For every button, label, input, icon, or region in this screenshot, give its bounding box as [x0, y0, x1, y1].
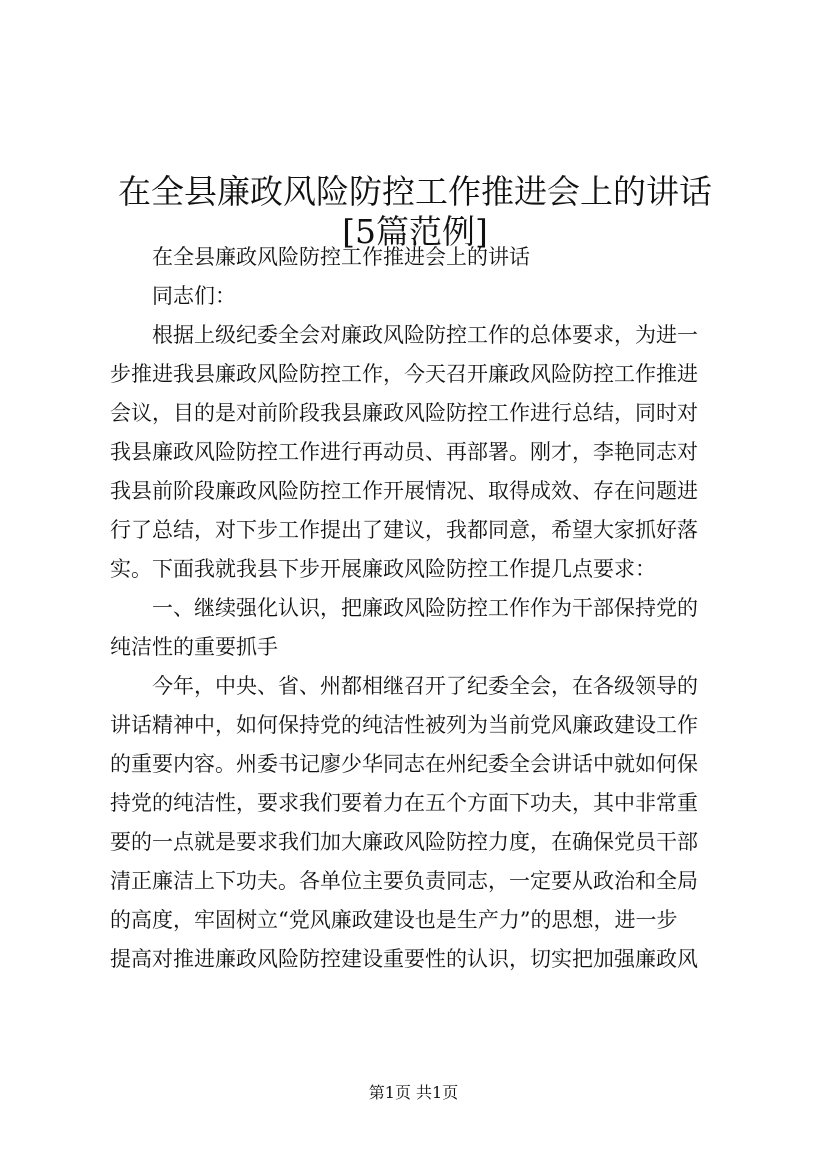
text-line: 我县前阶段廉政风险防控工作开展情况、取得成效、存在问题进 [110, 479, 698, 503]
text-line: 行了总结，对下步工作提出了建议，我都同意，希望大家抓好落 [110, 518, 698, 542]
text-line: 提高对推进廉政风险防控建设重要性的认识，切实把加强廉政风 [110, 947, 698, 971]
text-line: 讲话精神中，如何保持党的纯洁性被列为当前党风廉政建设工作 [110, 713, 698, 737]
text-line: 同志们： [110, 284, 236, 308]
text-line: 根据上级纪委全会对廉政风险防控工作的总体要求，为进一 [110, 323, 698, 347]
text-line: 我县廉政风险防控工作进行再动员、再部署。刚才，李艳同志对 [110, 440, 698, 464]
text-line: 一、继续强化认识，把廉政风险防控工作作为干部保持党的 [110, 596, 698, 620]
text-line: 的高度，牢固树立“党风廉政建设也是生产力”的思想，进一步 [110, 908, 678, 932]
text-line: 清正廉洁上下功夫。各单位主要负责同志，一定要从政治和全局 [110, 869, 698, 893]
text-line: 持党的纯洁性，要求我们要着力在五个方面下功夫，其中非常重 [110, 791, 698, 815]
page-footer: 第1页 共1页 [368, 1083, 459, 1102]
text-line: 的重要内容。州委书记廖少华同志在州纪委全会讲话中就如何保 [110, 752, 698, 776]
text-line: 步推进我县廉政风险防控工作，今天召开廉政风险防控工作推进 [110, 362, 698, 386]
text-line: 要的一点就是要求我们加大廉政风险防控力度，在确保党员干部 [110, 830, 698, 854]
text-line: 今年，中央、省、州都相继召开了纪委全会，在各级领导的 [110, 674, 698, 698]
text-line: 会议，目的是对前阶段我县廉政风险防控工作进行总结，同时对 [110, 401, 698, 425]
text-line: 纯洁性的重要抓手 [110, 635, 278, 659]
document-title: 在全县廉政风险防控工作推进会上的讲话[5篇范例] [118, 172, 712, 252]
text-line: 在全县廉政风险防控工作推进会上的讲话 [110, 245, 530, 269]
document-body [110, 238, 722, 979]
text-line: 实。下面我就我县下步开展廉政风险防控工作提几点要求： [110, 557, 656, 581]
